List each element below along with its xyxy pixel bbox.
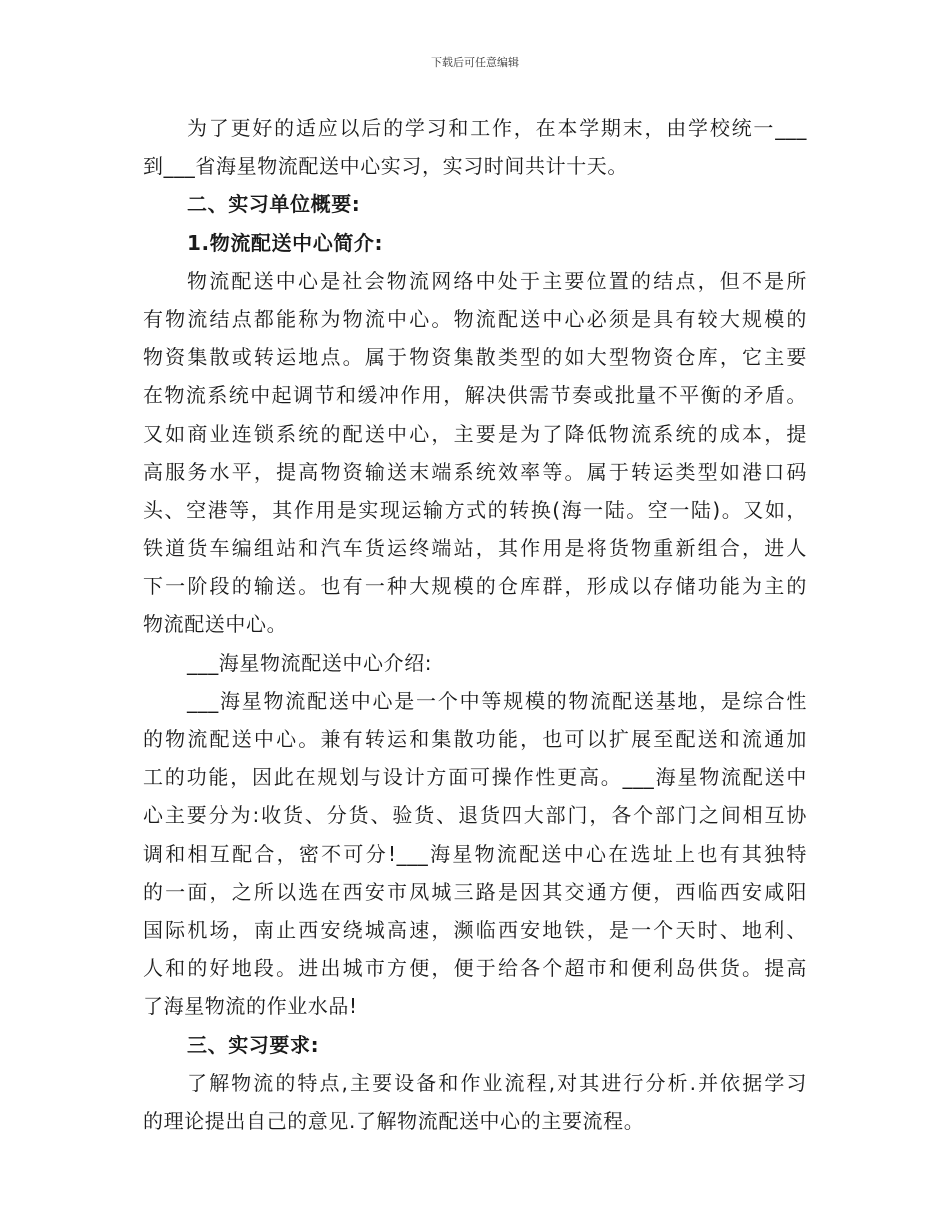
paragraph-line: 的理论提出自己的意见.了解物流配送中心的主要流程。 <box>143 1108 645 1133</box>
paragraph-line: 了解物流的特点,主要设备和作业流程,对其进行分析.并依据学习 <box>187 1070 807 1095</box>
paragraph-line: 在物流系统中起调节和缓冲作用，解决供需节奏或批量不平衡的矛盾。 <box>143 383 807 408</box>
paragraph-line: ___海星物流配送中心是一个中等规模的物流配送基地，是综合性 <box>187 688 807 713</box>
section-heading: 三、实习要求: <box>187 1032 320 1057</box>
paragraph-line: 工的功能，因此在规划与设计方面可操作性更高。___海星物流配送中 <box>143 765 807 790</box>
paragraph-line: 了海星物流的作业水品! <box>143 994 358 1019</box>
paragraph-line: 心主要分为:收货、分货、验货、退货四大部门，各个部门之间相互协 <box>143 803 807 828</box>
paragraph-line: 物流配送中心是社会物流网络中处于主要位置的结点，但不是所 <box>187 268 807 293</box>
paragraph-line: 为了更好的适应以后的学习和工作，在本学期末，由学校统一___ <box>187 116 807 140</box>
paragraph-line: 人和的好地段。进出城市方便，便于给各个超市和便利岛供货。提高 <box>143 956 807 981</box>
subsection-heading: 1.物流配送中心简介: <box>187 230 384 255</box>
section-heading: 二、实习单位概要: <box>187 192 361 217</box>
paragraph-line: 又如商业连锁系统的配送中心，主要是为了降低物流系统的成本，提 <box>143 421 807 446</box>
page-header: 下载后可任意编辑 <box>431 56 519 69</box>
paragraph-line: 的物流配送中心。兼有转运和集散功能，也可以扩展至配送和流通加 <box>143 727 807 751</box>
paragraph-line: 高服务水平，提高物资输送末端系统效率等。属于转运类型如港口码 <box>143 459 807 484</box>
paragraph-line: 下一阶段的输送。也有一种大规模的仓库群，形成以存储功能为主的 <box>143 574 807 599</box>
paragraph-line: 国际机场，南止西安绕城高速，濒临西安地铁，是一个天时、地利、 <box>143 917 807 942</box>
subsection-heading: ___海星物流配送中心介绍: <box>187 650 433 675</box>
paragraph-line: 头、空港等，其作用是实现运输方式的转换(海一陆。空一陆)。又如， <box>143 497 807 522</box>
paragraph-line: 到___省海星物流配送中心实习，实习时间共计十天。 <box>143 154 628 179</box>
document-body <box>143 109 807 1140</box>
paragraph-line: 有物流结点都能称为物流中心。物流配送中心必须是具有较大规模的 <box>143 306 807 331</box>
paragraph-line: 调和相互配合，密不可分!___海星物流配送中心在选址上也有其独特 <box>143 841 807 866</box>
paragraph-line: 物资集散或转运地点。属于物资集散类型的如大型物资仓库，它主要 <box>143 345 807 370</box>
paragraph-line: 物流配送中心。 <box>143 612 288 637</box>
paragraph-line: 铁道货车编组站和汽车货运终端站，其作用是将货物重新组合，进人 <box>143 536 807 561</box>
paragraph-line: 的一面，之所以选在西安市凤城三路是因其交通方便，西临西安咸阳 <box>143 879 807 904</box>
